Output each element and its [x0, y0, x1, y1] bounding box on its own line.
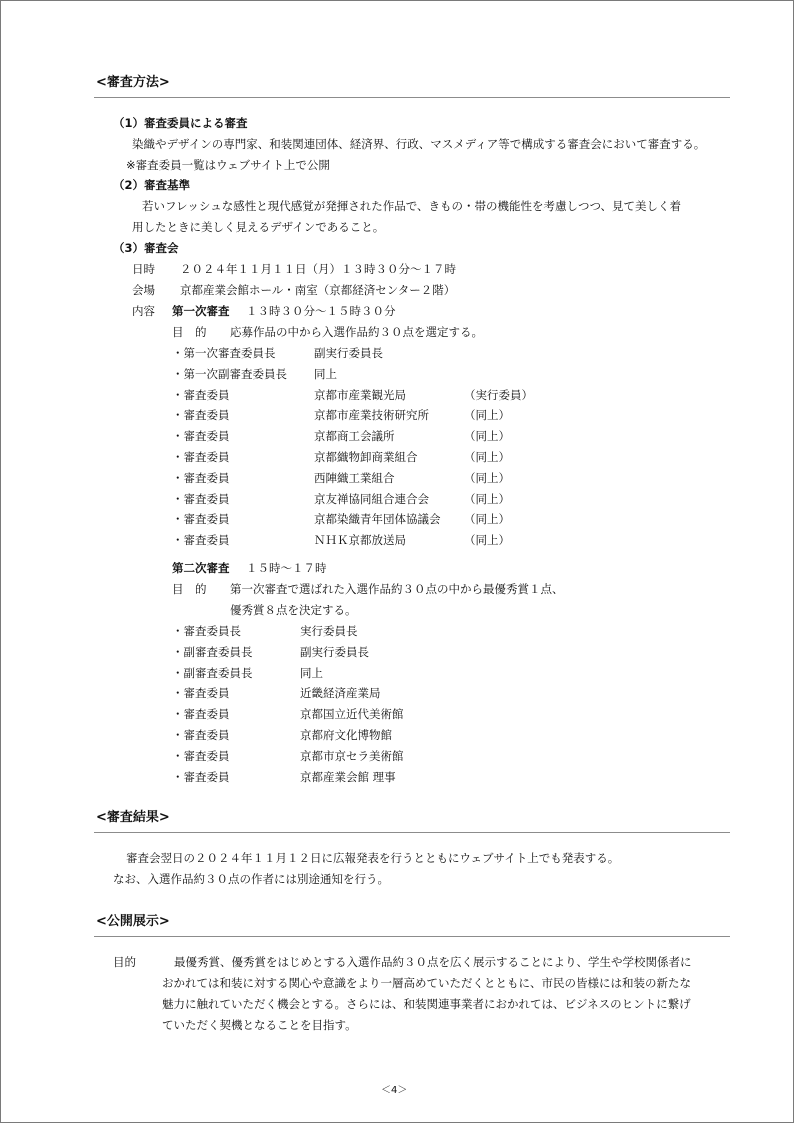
member-role: ・審査委員 [172, 387, 230, 402]
member-org: 京都商工会議所 [314, 429, 395, 444]
member-role: ・審査委員 [172, 748, 230, 763]
section-heading-exhibition: <公開展示> [96, 914, 170, 929]
member-role: ・審査委員 [172, 707, 230, 722]
member-role: ・審査委員 [172, 470, 230, 485]
first-review-time: １３時３０分～１５時３０分 [246, 304, 396, 318]
member-org: 京都織物卸商業組合 [314, 450, 418, 464]
result-line-2: なお、入選作品約３０点の作者には別途通知を行う。 [113, 872, 389, 886]
member-org: 京都市産業観光局 [314, 387, 406, 402]
item-label-2: （2）審査基準 [113, 178, 191, 192]
exhibition-line-2: おかれては和装に対する関心や意識をより一層高めていただくとともに、市民の皆様には和装の新たな [162, 976, 691, 990]
second-purpose-line-1: 第一次審査で選ばれた入選作品約３０点の中から最優秀賞１点、 [230, 582, 564, 596]
member-note: （同上） [464, 470, 510, 485]
member-role: ・審査委員 [172, 769, 230, 784]
exhibition-line-1: 最優秀賞、優秀賞をはじめとする入選作品約３０点を広く展示することにより、学生や学校関係者に [174, 955, 692, 969]
member-note: （同上） [464, 408, 510, 423]
section-rule [94, 97, 730, 98]
member-org: 京友禅協同組合連合会 [314, 491, 429, 506]
member-note: （同上） [464, 429, 510, 444]
item-label-1: （1）審査委員による審査 [113, 116, 248, 130]
member-role: ・審査委員 [172, 728, 230, 742]
member-org: 京都府文化博物館 [300, 728, 392, 742]
member-org: 西陣織工業組合 [314, 470, 395, 485]
member-org: 近畿経済産業局 [300, 686, 381, 701]
member-role: ・審査委員 [172, 686, 230, 701]
item-2-line-2: 用したときに美しく見えるデザインであること。 [132, 220, 385, 234]
member-org: 京都国立近代美術館 [300, 707, 404, 722]
date-value: ２０２４年１１月１１日（月）１３時３０分～１７時 [180, 262, 456, 276]
member-role: ・審査委員 [172, 491, 230, 506]
member-org: 同上 [300, 665, 323, 680]
member-role: ・副審査委員長 [172, 644, 253, 659]
member-role: ・審査委員 [172, 533, 230, 548]
member-org: 京都産業会館 理事 [300, 769, 396, 784]
member-role: ・審査委員長 [172, 624, 241, 638]
member-role: ・第一次副審査委員長 [172, 366, 287, 381]
exhibition-line-4: ていただく契機となることを目指す。 [162, 1018, 357, 1032]
member-org: 副実行委員長 [300, 644, 369, 659]
second-purpose-line-2: 優秀賞８点を決定する。 [230, 603, 357, 617]
member-org: 副実行委員長 [314, 346, 383, 360]
page-number: ＜4＞ [381, 1085, 408, 1096]
second-review-title: 第二次審査 [172, 561, 230, 575]
exhibition-line-3: 魅力に触れていただく機会とする。さらには、和装関連事業者におかれては、ビジネスのヒントに繋げ [162, 997, 691, 1011]
member-note: （同上） [464, 512, 510, 527]
member-note: （同上） [464, 450, 510, 464]
date-label: 日時 [132, 262, 155, 276]
first-purpose-label: 目 的 [172, 325, 207, 339]
member-org: 京都市産業技術研究所 [314, 408, 429, 423]
item-1-line-1: 染織やデザインの専門家、和装関連団体、経済界、行政、マスメディア等で構成する審査会において審査する。 [132, 137, 706, 151]
second-review-time: １５時～１７時 [246, 561, 327, 575]
second-purpose-label: 目 的 [172, 582, 207, 596]
member-role: ・第一次審査委員長 [172, 346, 276, 360]
member-note: （同上） [464, 533, 510, 548]
member-note: （同上） [464, 491, 510, 506]
member-org: ＮＨＫ京都放送局 [314, 533, 406, 548]
item-2-line-1: 若いフレッシュな感性と現代感覚が発揮された作品で、きもの・帯の機能性を考慮しつつ、見て美しく着 [142, 199, 681, 213]
section-heading-result: <審査結果> [96, 810, 170, 825]
member-role: ・審査委員 [172, 512, 230, 527]
first-purpose: 応募作品の中から入選作品約３０点を選定する。 [230, 325, 483, 339]
first-review-title: 第一次審査 [172, 304, 230, 318]
member-org: 同上 [314, 366, 337, 381]
section-rule [94, 936, 730, 937]
member-role: ・副審査委員長 [172, 665, 253, 680]
item-1-note: ※審査委員一覧はウェブサイト上で公開 [126, 158, 330, 172]
venue-value: 京都産業会館ホール・南室（京都経済センター２階） [180, 283, 456, 297]
member-org: 京都染織青年団体協議会 [314, 512, 441, 527]
member-role: ・審査委員 [172, 450, 230, 464]
result-line-1: 審査会翌日の２０２４年１１月１２日に広報発表を行うとともにウェブサイト上でも発表する。 [126, 851, 620, 865]
section-rule [94, 832, 730, 833]
content-label: 内容 [132, 304, 155, 318]
member-role: ・審査委員 [172, 408, 230, 423]
section-heading-method: <審査方法> [96, 75, 170, 90]
member-note: （実行委員） [464, 387, 533, 402]
venue-label: 会場 [132, 283, 155, 297]
member-org: 京都市京セラ美術館 [300, 748, 404, 763]
item-label-3: （3）審査会 [113, 241, 179, 255]
member-org: 実行委員長 [300, 624, 358, 638]
member-role: ・審査委員 [172, 429, 230, 444]
exhibition-purpose-label: 目的 [113, 955, 136, 969]
